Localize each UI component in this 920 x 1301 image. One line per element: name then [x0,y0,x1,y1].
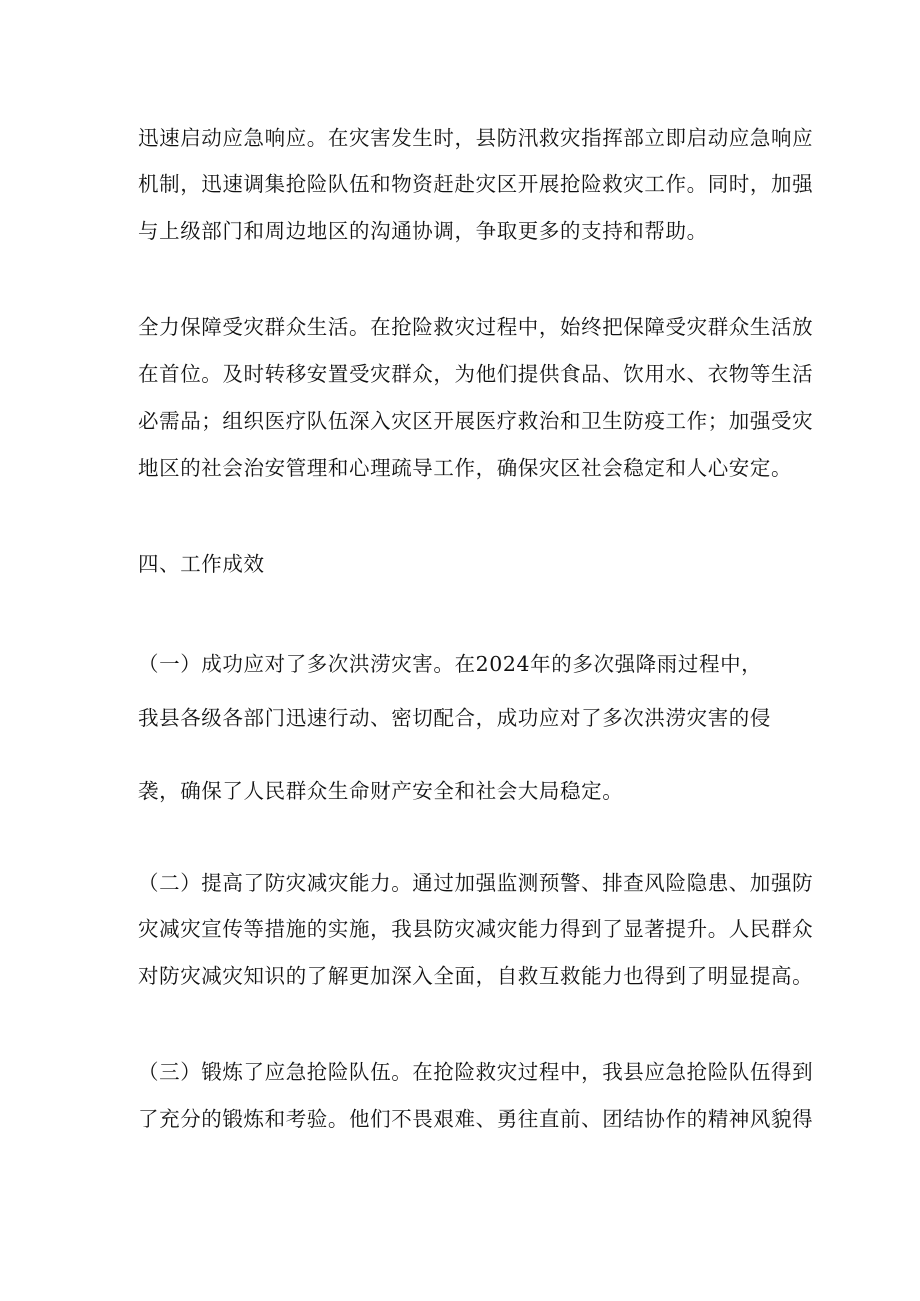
paragraph-line: 与上级部门和周边地区的沟通协调，争取更多的支持和帮助。 [138,219,708,243]
paragraph-line: （二）提高了防灾减灾能力。通过加强监测预警、排查风险隐患、加强防 [138,871,814,895]
paragraph-line: 机制，迅速调集抢险队伍和物资赶赴灾区开展抢险救灾工作。同时，加强 [138,172,814,196]
paragraph-line: （三）锻炼了应急抢险队伍。在抢险救灾过程中，我县应急抢险队伍得到 [138,1060,814,1084]
paragraph-line: 在首位。及时转移安置受灾群众，为他们提供食品、饮用水、衣物等生活 [138,362,814,386]
paragraph-line: 灾减灾宣传等措施的实施，我县防灾减灾能力得到了显著提升。人民群众 [138,917,814,941]
paragraph-line: 地区的社会治安管理和心理疏导工作，确保灾区社会稳定和人心安定。 [138,456,793,480]
paragraph-line: 对防灾减灾知识的了解更加深入全面，自救互救能力也得到了明显提高。 [138,964,814,988]
paragraph-line: 我县各级各部门迅速行动、密切配合，成功应对了多次洪涝灾害的侵 [138,706,771,730]
paragraph-line: 必需品；组织医疗队伍深入灾区开展医疗救治和卫生防疫工作；加强受灾 [138,409,814,433]
paragraph-line: （一）成功应对了多次洪涝灾害。在2024年的多次强降雨过程中， [138,652,763,676]
paragraph-line: 迅速启动应急响应。在灾害发生时，县防汛救灾指挥部立即启动应急响应 [138,126,814,150]
paragraph-line: 了充分的锻炼和考验。他们不畏艰难、勇往直前、团结协作的精神风貌得 [138,1107,814,1131]
paragraph-line: 袭，确保了人民群众生命财产安全和社会大局稳定。 [138,779,624,803]
section-heading: 四、工作成效 [138,552,265,576]
paragraph-line: 全力保障受灾群众生活。在抢险救灾过程中，始终把保障受灾群众生活放 [138,315,814,339]
